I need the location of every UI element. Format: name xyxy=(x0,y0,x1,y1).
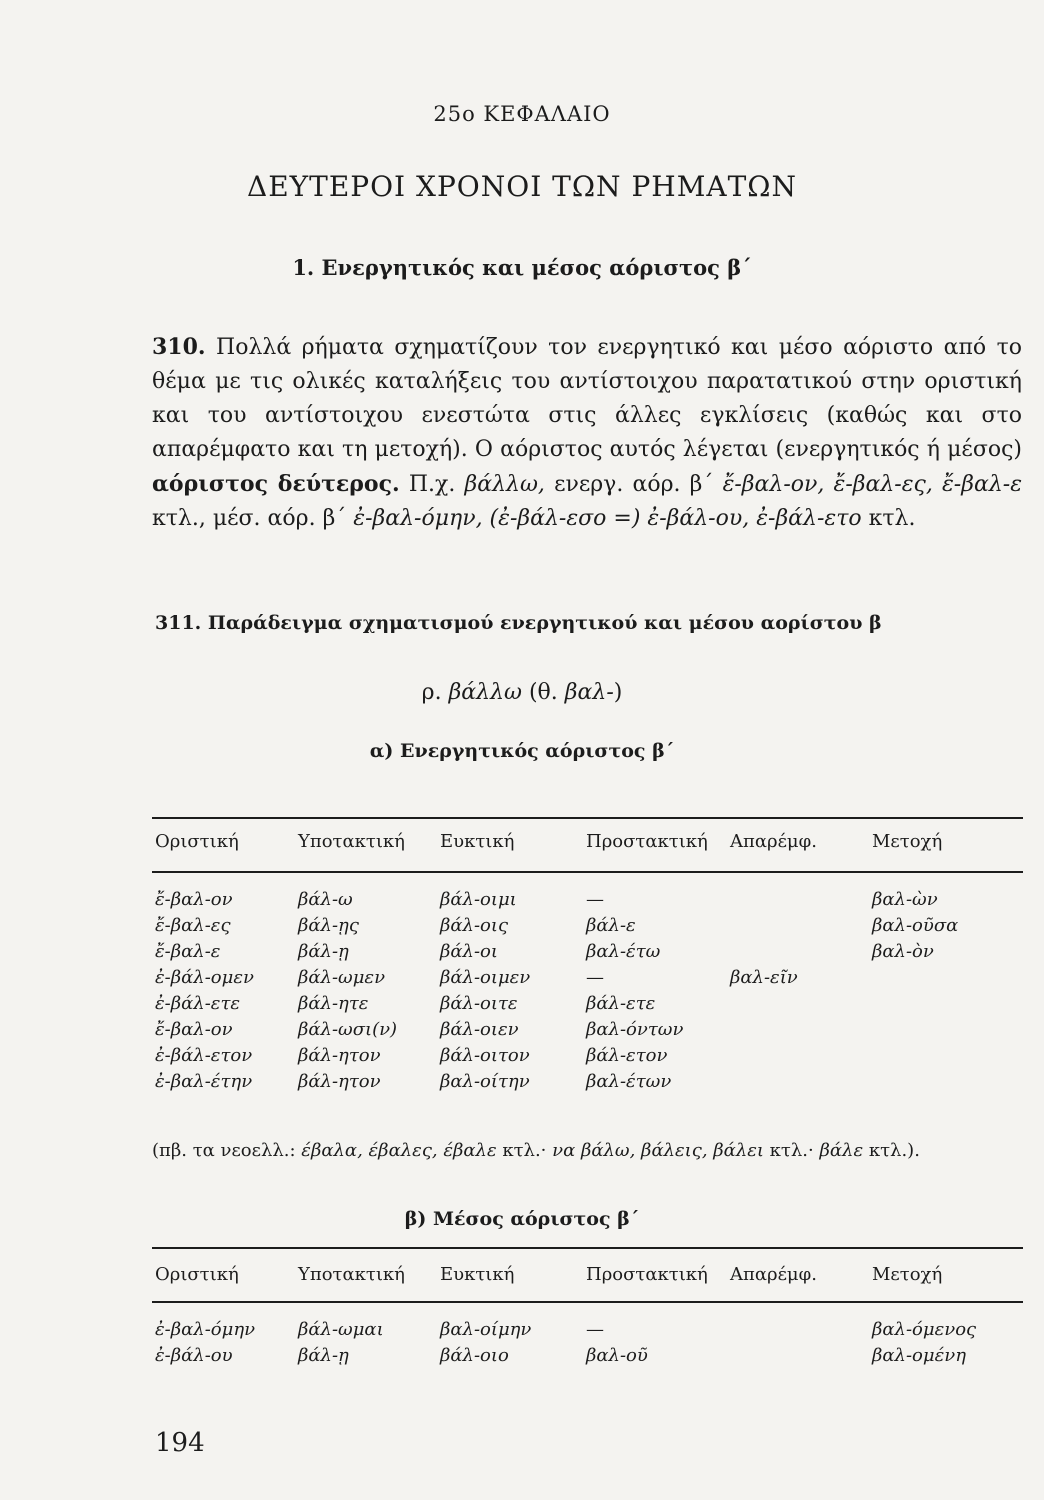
note-forms: έβαλα, έβαλες, έβαλε xyxy=(301,1140,497,1161)
table-cell: ἐ-βάλ-ομεν xyxy=(155,967,254,988)
verb-prefix: ρ. xyxy=(421,680,449,705)
table-cell: βάλ-ητε xyxy=(298,993,369,1014)
table-cell: βάλ-ητον xyxy=(298,1071,381,1092)
table-cell: βάλ-οιτε xyxy=(440,993,518,1014)
note-text: κτλ.· xyxy=(763,1140,820,1161)
example-forms: ἐ-βαλ-όμην, (ἐ-βάλ-εσο =) ἐ-βάλ-ου, ἐ-βάλ-ετο xyxy=(353,506,862,531)
column-header: Υποτακτική xyxy=(298,1264,405,1285)
paragraph-text: κτλ. xyxy=(861,506,916,531)
close-paren: ) xyxy=(613,680,623,705)
middle-heading: β) Μέσος αόριστος β΄ xyxy=(404,1208,640,1230)
theme-label: (θ. xyxy=(521,680,565,705)
note-text: κτλ.· xyxy=(496,1140,553,1161)
paragraph-text: Πολλά ρήματα σχηματίζουν τον ενεργητικό και μέσο αόριστο από το θέμα με τις ολικές καταλήξεις του αντίστοιχου παρατατικού στην οριστική και του αντίστοιχου ενεστώτα στις άλλες εγκλίσεις (καθώς και στο απαρέμφατο και τη μετοχή). Ο αόριστος αυτός λέγεται (ενεργητικός ή μέσος) xyxy=(152,335,1022,462)
column-header: Προστακτική xyxy=(586,831,708,852)
paragraph-number: 310. xyxy=(152,334,206,360)
table-cell: βάλ-ητον xyxy=(298,1045,381,1066)
table-rule xyxy=(152,871,1023,873)
table-cell: ἐ-βάλ-ου xyxy=(155,1345,233,1366)
table-cell: ἐ-βάλ-ετε xyxy=(155,993,241,1014)
table-cell: — xyxy=(586,967,604,988)
table-cell: ἐ-βαλ-έτην xyxy=(155,1071,253,1092)
modern-note xyxy=(152,1140,920,1161)
table-cell: βάλ-ῃ xyxy=(298,1345,349,1366)
column-header: Μετοχή xyxy=(872,1264,943,1285)
table-cell: ἔ-βαλ-ες xyxy=(155,915,231,936)
table-cell: βάλ-ῃς xyxy=(298,915,359,936)
table-cell: βάλ-οιμι xyxy=(440,889,517,910)
column-header: Ευκτική xyxy=(440,1264,515,1285)
column-header: Οριστική xyxy=(155,1264,239,1285)
paragraph-310 xyxy=(152,330,1022,536)
example-forms: ἔ-βαλ-ον, ἔ-βαλ-ες, ἔ-βαλ-ε xyxy=(722,472,1023,497)
column-header: Υποτακτική xyxy=(298,831,405,852)
table-cell: — xyxy=(586,1319,604,1340)
table-cell: βαλ-έτων xyxy=(586,1071,672,1092)
column-header: Ευκτική xyxy=(440,831,515,852)
table-cell: βαλ-οίμην xyxy=(440,1319,532,1340)
table-cell: βάλ-οι xyxy=(440,941,498,962)
paragraph-text: Π.χ. xyxy=(399,472,465,497)
section-title: Παράδειγμα σχηματισμού ενεργητικού και μέσου αορίστου β xyxy=(201,612,882,634)
column-header: Προστακτική xyxy=(586,1264,708,1285)
column-header: Μετοχή xyxy=(872,831,943,852)
table-rule xyxy=(152,1247,1023,1249)
section-number: 311. xyxy=(155,612,202,634)
verb: βάλλω xyxy=(448,680,522,705)
table-cell: βάλ-οιμεν xyxy=(440,967,531,988)
table-cell: βάλ-οιεν xyxy=(440,1019,519,1040)
table-cell: ἔ-βαλ-ε xyxy=(155,941,221,962)
table-cell: βαλ-ομένη xyxy=(872,1345,966,1366)
table-cell: — xyxy=(586,889,604,910)
table-cell: βάλ-οις xyxy=(440,915,509,936)
table-cell: βαλ-οίτην xyxy=(440,1071,530,1092)
table-cell: βαλ-εῖν xyxy=(730,967,798,988)
table-cell: βάλ-ωμαι xyxy=(298,1319,384,1340)
table-cell: βάλ-ετε xyxy=(586,993,656,1014)
table-cell: ἔ-βαλ-ον xyxy=(155,889,233,910)
table-cell: βάλ-ῃ xyxy=(298,941,349,962)
table-cell: βάλ-ε xyxy=(586,915,636,936)
note-text: κτλ.). xyxy=(863,1140,920,1161)
active-heading: α) Ενεργητικός αόριστος β΄ xyxy=(369,740,675,762)
table-cell: ἐ-βάλ-ετον xyxy=(155,1045,253,1066)
page-title: ΔΕΥΤΕΡΟΙ ΧΡΟΝΟΙ ΤΩΝ ΡΗΜΑΤΩΝ xyxy=(247,170,797,203)
example-word: βάλλω, xyxy=(464,472,545,497)
paragraph-text: κτλ., μέσ. αόρ. β΄ xyxy=(152,506,354,531)
table-cell: βάλ-οιτον xyxy=(440,1045,530,1066)
note-forms: βάλε xyxy=(819,1140,864,1161)
column-header: Οριστική xyxy=(155,831,239,852)
table-cell: βάλ-ετον xyxy=(586,1045,668,1066)
table-cell: βάλ-ω xyxy=(298,889,353,910)
section-heading: 1. Ενεργητικός και μέσος αόριστος β΄ xyxy=(292,255,752,280)
table-cell: βάλ-ωμεν xyxy=(298,967,386,988)
note-text: (πβ. τα νεοελλ.: xyxy=(152,1140,302,1161)
paragraph-text: ενεργ. αόρ. β΄ xyxy=(544,472,723,497)
note-forms: να βάλω, βάλεις, βάλει xyxy=(552,1140,764,1161)
table-cell: βάλ-ωσι(ν) xyxy=(298,1019,398,1040)
chapter-label: 25ο ΚΕΦΑΛΑΙΟ xyxy=(433,102,611,126)
table-cell: ἐ-βαλ-όμην xyxy=(155,1319,256,1340)
section-311-heading xyxy=(155,612,882,634)
page-number: 194 xyxy=(155,1428,205,1458)
table-cell: ἔ-βαλ-ον xyxy=(155,1019,233,1040)
table-rule xyxy=(152,817,1023,819)
example-verb xyxy=(0,680,1044,705)
table-cell: βαλ-έτω xyxy=(586,941,661,962)
table-cell: βαλ-όντων xyxy=(586,1019,684,1040)
column-header: Απαρέμφ. xyxy=(730,1264,817,1285)
stem: βαλ- xyxy=(564,680,614,705)
table-cell: βαλ-οῦ xyxy=(586,1345,648,1366)
table-cell: βαλ-ὼν xyxy=(872,889,938,910)
table-rule xyxy=(152,1301,1023,1303)
column-header: Απαρέμφ. xyxy=(730,831,817,852)
table-cell: βαλ-ὸν xyxy=(872,941,934,962)
table-cell: βαλ-όμενος xyxy=(872,1319,977,1340)
table-cell: βάλ-οιο xyxy=(440,1345,509,1366)
bold-term: αόριστος δεύτερος. xyxy=(152,471,400,497)
table-cell: βαλ-οῦσα xyxy=(872,915,959,936)
